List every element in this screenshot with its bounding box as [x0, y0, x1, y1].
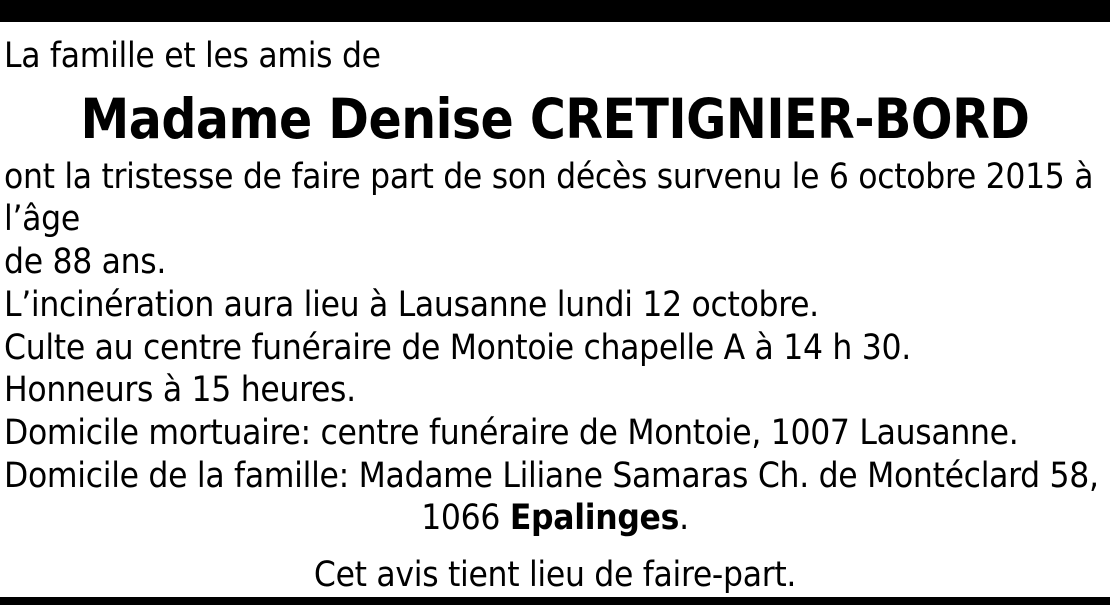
notice-line: Domicile de la famille: Madame Liliane Samaras Ch. de Montéclard 58, — [4, 455, 1099, 496]
notice-line: L’incinération aura lieu à Lausanne lundi 12 octobre. — [4, 284, 819, 325]
top-rule-divider — [0, 0, 1110, 22]
address-locality: Epalinges — [509, 498, 680, 539]
closing-line: Cet avis tient lieu de faire-part. — [313, 554, 797, 595]
family-address-line — [4, 497, 1106, 540]
notice-line: ont la tristesse de faire part de son décès survenu le 6 octobre 2015 à l’âge — [4, 156, 1094, 240]
notice-line: de 88 ans. — [4, 242, 167, 283]
notice-line: Domicile mortuaire: centre funéraire de Montoie, 1007 Lausanne. — [4, 412, 1019, 453]
address-period: . — [679, 498, 689, 539]
bottom-rule-divider — [0, 597, 1110, 605]
notice-line: Culte au centre funéraire de Montoie chapelle A à 14 h 30. — [4, 327, 911, 368]
deceased-name: Madame Denise CRETIGNIER-BORD — [80, 87, 1030, 152]
intro-line: La famille et les amis de — [4, 36, 381, 76]
notice-line: Honneurs à 15 heures. — [4, 370, 356, 411]
address-postal-code: 1066 — [421, 498, 510, 539]
notice-body — [0, 22, 1110, 597]
